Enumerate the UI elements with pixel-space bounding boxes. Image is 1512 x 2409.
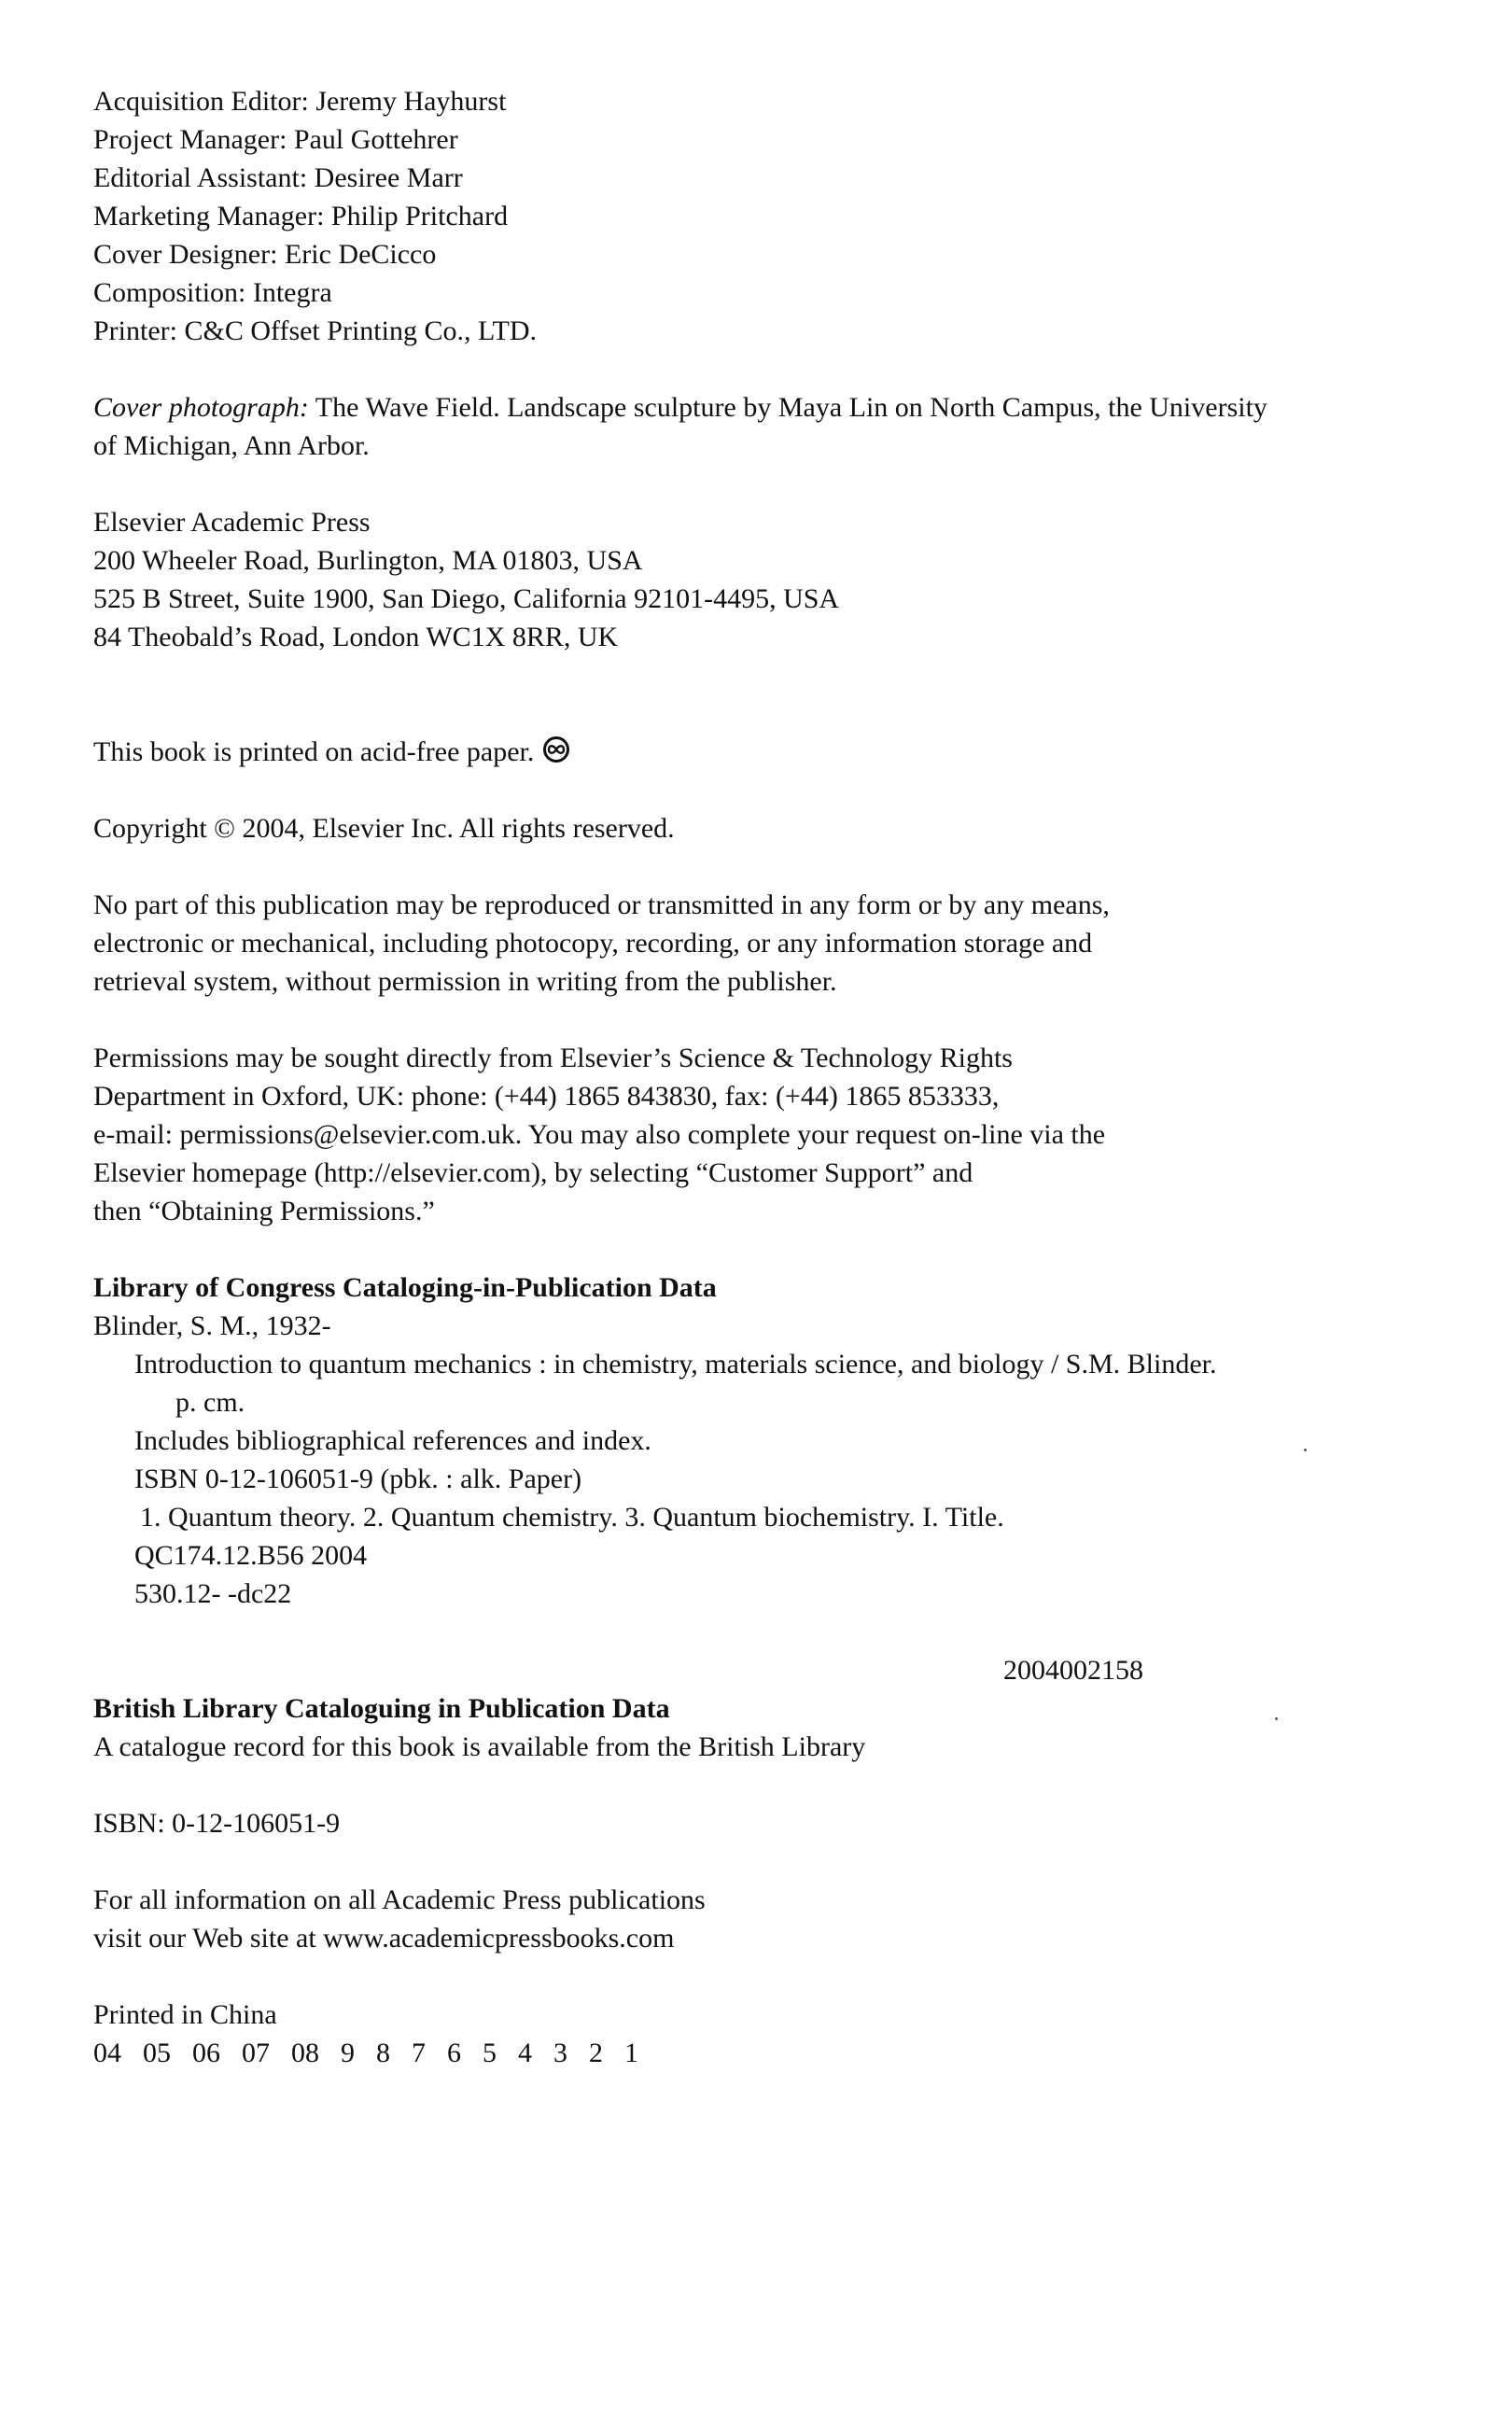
print-sequence — [93, 2034, 1381, 2072]
permissions-line: e-mail: permissions@elsevier.com.uk. You may also complete your request on-line via the — [93, 1119, 1106, 1150]
publisher-address: 200 Wheeler Road, Burlington, MA 01803, USA — [93, 545, 643, 576]
publisher-address: 84 Theobald’s Road, London WC1X 8RR, UK — [93, 622, 619, 652]
permissions-paragraph — [93, 1039, 1381, 1230]
print-number: 04 — [93, 2038, 121, 2068]
permissions-line: Elsevier homepage (http://elsevier.com), by selecting “Customer Support” and — [93, 1157, 973, 1188]
credit-line: Project Manager: Paul Gottehrer — [93, 124, 458, 155]
credit-line: Acquisition Editor: Jeremy Hayhurst — [93, 86, 507, 117]
print-number: 6 — [447, 2038, 461, 2068]
loc-title: Introduction to quantum mechanics : in chemistry, materials science, and biology / S.M. Blinder. — [134, 1349, 1217, 1380]
loc-author: Blinder, S. M., 1932- — [93, 1310, 331, 1341]
permissions-line: Department in Oxford, UK: phone: (+44) 1865 843830, fax: (+44) 1865 853333, — [93, 1081, 1000, 1112]
copyright-notice — [93, 809, 1381, 847]
copyright-text: Copyright © 2004, Elsevier Inc. All rights reserved. — [93, 813, 675, 844]
print-number: 07 — [242, 2038, 270, 2068]
loc-dc: 530.12- -dc22 — [134, 1578, 292, 1609]
printing-info — [93, 1996, 1381, 2072]
cover-credit — [93, 388, 1381, 465]
credit-line: Printer: C&C Offset Printing Co., LTD. — [93, 315, 538, 346]
print-number: 4 — [518, 2038, 532, 2068]
loc-isbn: ISBN 0-12-106051-9 (pbk. : alk. Paper) — [134, 1464, 582, 1494]
print-number: 1 — [624, 2038, 638, 2068]
isbn-block — [93, 1804, 1381, 1842]
credit-line: Marketing Manager: Philip Pritchard — [93, 201, 509, 231]
permissions-line: then “Obtaining Permissions.” — [93, 1196, 435, 1226]
isbn-line: ISBN: 0-12-106051-9 — [93, 1808, 341, 1839]
rights-paragraph — [93, 886, 1381, 1001]
credits-block — [93, 82, 1381, 350]
publisher-block — [93, 503, 1381, 656]
web-info — [93, 1881, 1381, 1957]
rights-line: retrieval system, without permission in writing from the publisher. — [93, 966, 837, 997]
loc-pcm: p. cm. — [175, 1387, 245, 1418]
print-number: 9 — [341, 2038, 355, 2068]
print-number: 5 — [483, 2038, 497, 2068]
loc-includes: Includes bibliographical references and index. — [134, 1425, 651, 1456]
rights-line: No part of this publication may be reproduced or transmitted in any form or by any means, — [93, 889, 1110, 920]
publisher-name: Elsevier Academic Press — [93, 507, 371, 538]
copyright-page — [93, 82, 1381, 2072]
scan-speck — [1304, 1449, 1307, 1451]
print-number: 05 — [143, 2038, 171, 2068]
infinity-paper-icon — [543, 736, 569, 763]
print-number: 2 — [589, 2038, 603, 2068]
credit-line: Cover Designer: Eric DeCicco — [93, 239, 437, 270]
loc-cip-block — [93, 1268, 1381, 1689]
scan-speck — [1275, 1717, 1278, 1720]
loc-subjects: 1. Quantum theory. 2. Quantum chemistry. 3. Quantum biochemistry. I. Title. — [140, 1502, 1004, 1533]
credit-line: Editorial Assistant: Desiree Marr — [93, 162, 463, 193]
print-number: 08 — [291, 2038, 319, 2068]
credit-line: Composition: Integra — [93, 277, 332, 308]
printed-in: Printed in China — [93, 1999, 277, 2030]
british-heading: British Library Cataloguing in Publication Data — [93, 1693, 670, 1724]
print-number: 06 — [192, 2038, 220, 2068]
web-line: visit our Web site at www.academicpressbooks.com — [93, 1923, 675, 1954]
cover-text: The Wave Field. Landscape sculpture by Maya Lin on North Campus, the University — [308, 392, 1267, 423]
british-cip-block — [93, 1689, 1381, 1766]
british-text: A catalogue record for this book is available from the British Library — [93, 1731, 866, 1762]
web-line: For all information on all Academic Press publications — [93, 1884, 706, 1915]
acid-free-text: This book is printed on acid-free paper. — [93, 736, 535, 767]
loc-qc: QC174.12.B56 2004 — [134, 1540, 368, 1571]
cover-label: Cover photograph: — [93, 392, 309, 423]
print-number: 7 — [412, 2038, 426, 2068]
print-number: 8 — [376, 2038, 390, 2068]
acid-free-notice — [93, 733, 1381, 771]
publisher-address: 525 B Street, Suite 1900, San Diego, California 92101-4495, USA — [93, 583, 840, 614]
rights-line: electronic or mechanical, including photocopy, recording, or any information storage and — [93, 928, 1093, 959]
loc-control-number: 2004002158 — [1003, 1655, 1143, 1686]
cover-text-cont: of Michigan, Ann Arbor. — [93, 430, 370, 461]
loc-heading: Library of Congress Cataloging-in-Publication Data — [93, 1272, 717, 1303]
print-number: 3 — [553, 2038, 567, 2068]
permissions-line: Permissions may be sought directly from Elsevier’s Science & Technology Rights — [93, 1043, 1013, 1073]
